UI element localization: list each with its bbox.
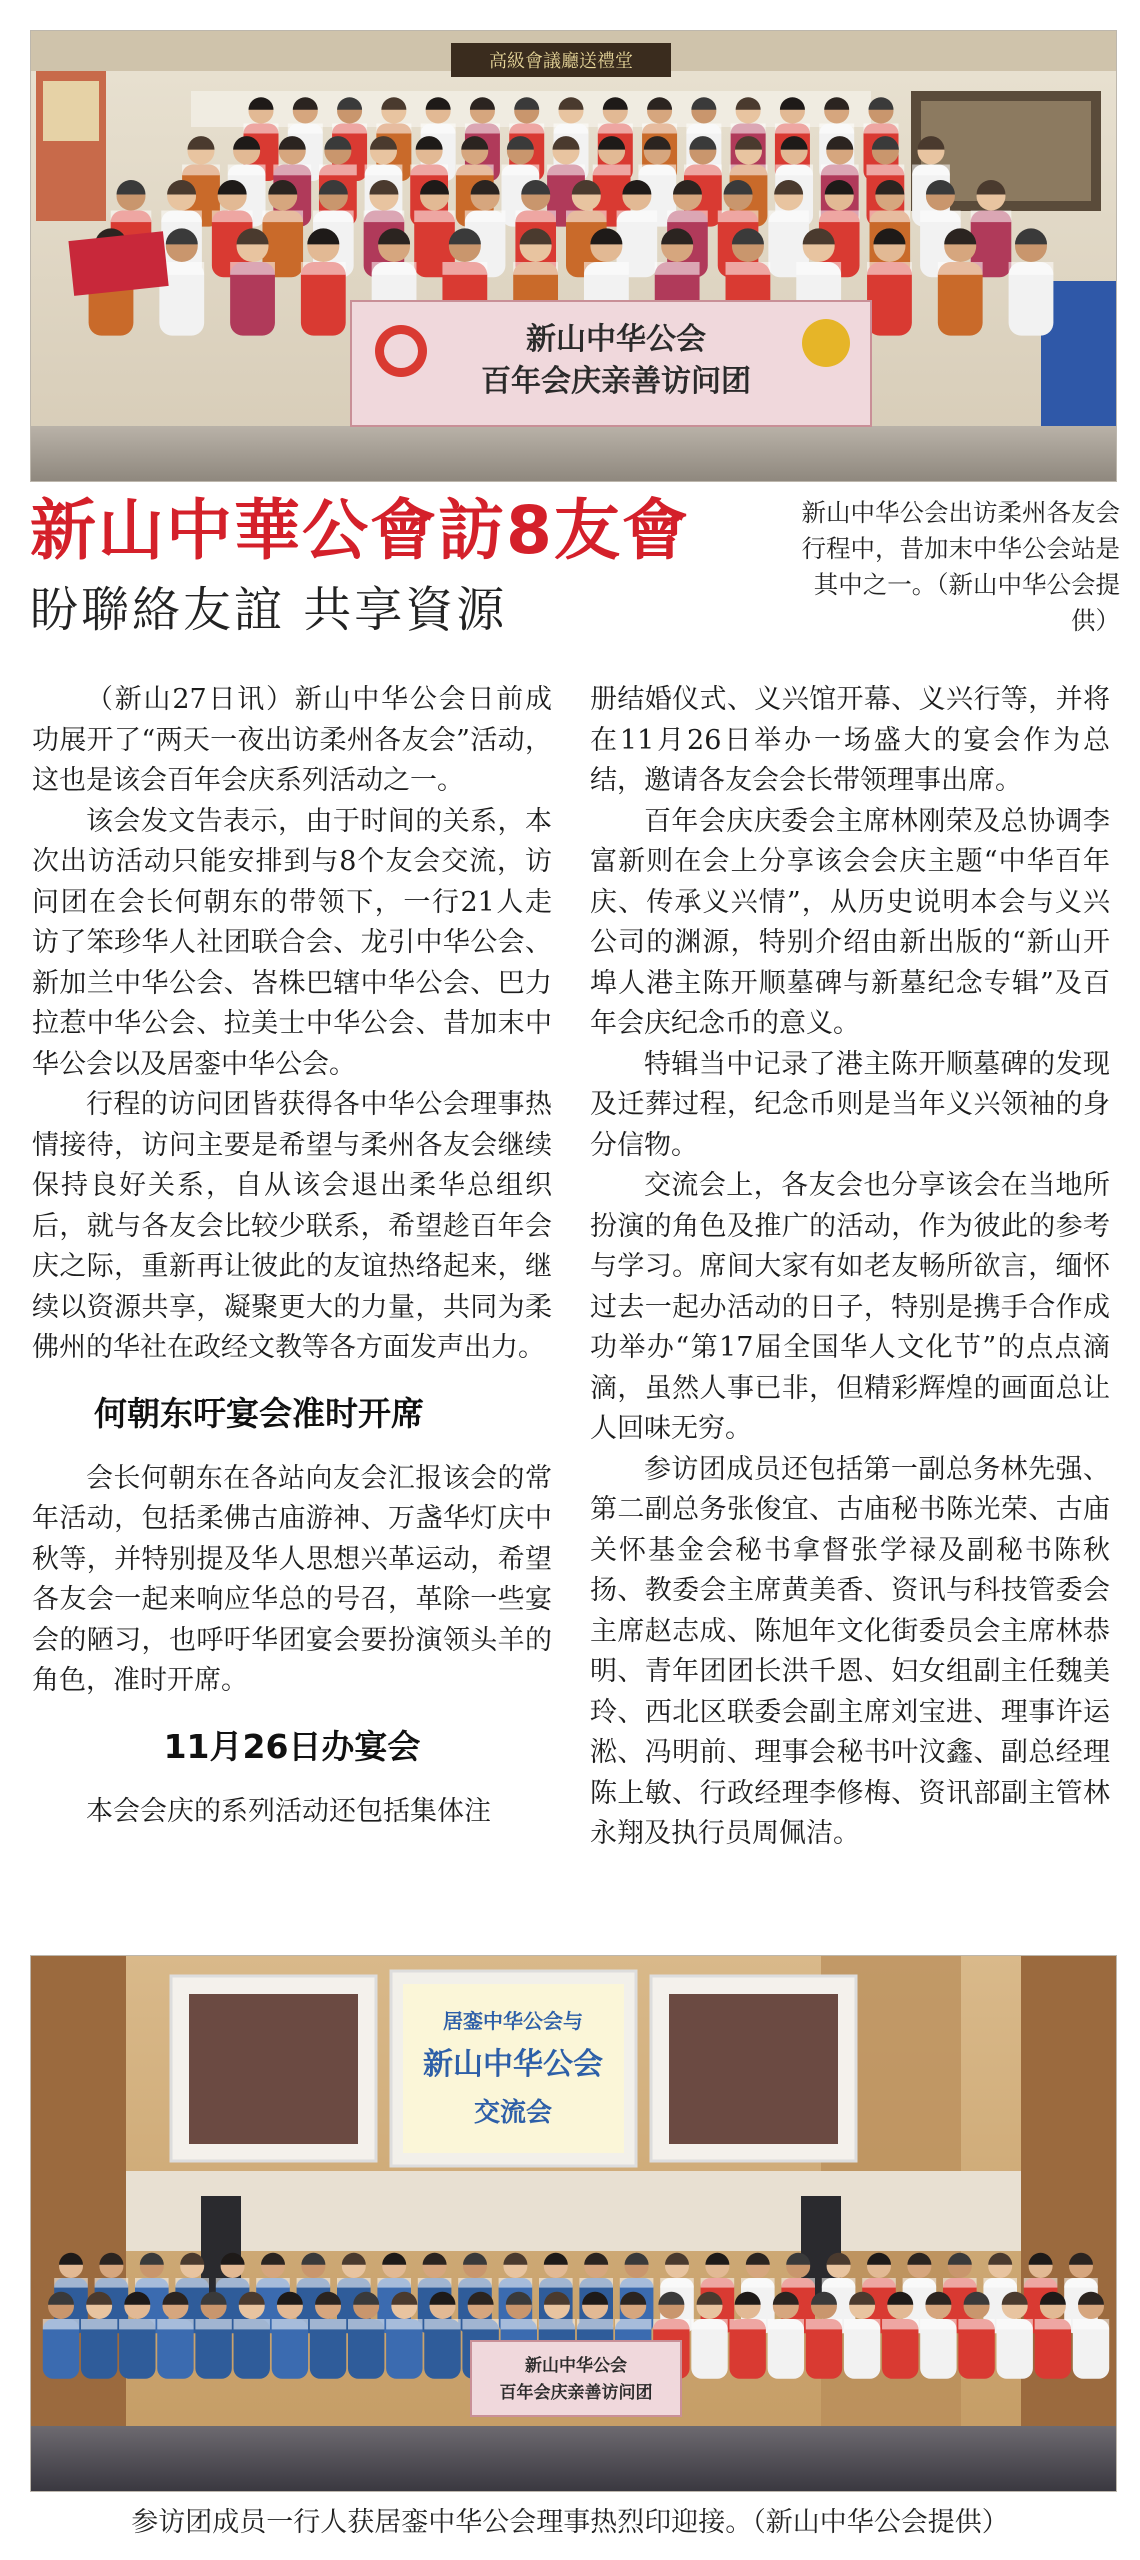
article-paragraph: 本会会庆的系列活动还包括集体注	[86, 1795, 491, 1827]
article-paragraph: 册结婚仪式、义兴馆开幕、义兴行等，并将在11月26日举办一场盛大的宴会作为总结，邀请各友会会长带领理事出席。	[590, 684, 1110, 796]
visit-banner	[351, 301, 871, 426]
article-column-right	[590, 680, 1110, 1855]
section-heading: 11月26日办宴会	[163, 1726, 421, 1766]
bottom-photo-caption: 参访团成员一行人获居銮中华公会理事热烈印迎接。（新山中华公会提供）	[131, 2507, 1009, 2538]
subheadline: 盼聯絡友誼 共享資源	[30, 582, 508, 638]
svg-text:新山中华公会: 新山中华公会	[525, 2356, 627, 2376]
svg-text:百年会庆亲善访问团: 百年会庆亲善访问团	[499, 2383, 653, 2403]
top-photo-caption: 新山中华公会出访柔州各友会行程中，昔加末中华公会站是其中之一。（新山中华公会提供）	[801, 498, 1120, 635]
svg-text:新山中华公会: 新山中华公会	[526, 322, 706, 357]
wall-plaque	[451, 43, 671, 77]
svg-text:交流会: 交流会	[473, 2098, 553, 2128]
svg-text:高級會議廳送禮堂: 高級會議廳送禮堂	[489, 51, 633, 72]
svg-text:百年会庆亲善访问团: 百年会庆亲善访问团	[481, 364, 751, 399]
article-paragraph: 会长何朝东在各站向友会汇报该会的常年活动，包括柔佛古庙游神、万盏华灯庆中秋等，并特别提及华人思想兴革运动，希望各友会一起来响应华总的号召，革除一些宴会的陋习，也呼吁华团宴会要扮演领头羊的角色，准时开席。	[32, 1462, 552, 1696]
svg-text:居銮中华公会与: 居銮中华公会与	[443, 2009, 583, 2033]
headline: 新山中華公會訪8友會	[30, 492, 690, 569]
article-column-left	[32, 680, 552, 1832]
top-photo-graphic	[31, 31, 1116, 481]
article-paragraph: 特辑当中记录了港主陈开顺墓碑的发现及迁葬过程，纪念币则是当年义兴领袖的身分信物。	[590, 1048, 1110, 1161]
bottom-photo-graphic	[31, 1956, 1116, 2491]
svg-text:新山中华公会: 新山中华公会	[423, 2047, 603, 2082]
event-screen	[391, 1971, 636, 2166]
article-paragraph: 行程的访问团皆获得各中华公会理事热情接待，访问主要是希望与柔州各友会继续保持良好关系，自从该会退出柔华总组织后，就与各友会比较少联系，希望趁百年会庆之际，重新再让彼此的友谊热络起来，继续以资源共享，凝聚更大的力量，共同为柔佛州的华社在政经文教等各方面发声出力。	[32, 1089, 552, 1363]
bottom-photo	[30, 1955, 1117, 2492]
article-paragraph: 该会发文告表示，由于时间的关系，本次出访活动只能安排到与8个友会交流，访问团在会长何朝东的带领下，一行21人走访了笨珍华人社团联合会、龙引中华公会、新加兰中华公会、峇株巴辖中华公会、巴力拉惹中华公会、拉美士中华公会、昔加末中华公会以及居銮中华公会。	[32, 805, 552, 1080]
top-photo	[30, 30, 1117, 482]
article-paragraph: 参访团成员还包括第一副总务林先强、第二副总务张俊宜、古庙秘书陈光荣、古庙关怀基金会秘书拿督张学禄及副秘书陈秋扬、教委会主席黄美香、资讯与科技管委会主席赵志成、陈旭年文化街委员会主席林恭明、青年团团长洪千恩、妇女组副主任魏美玲、西北区联委会副主席刘宝进、理事许运淞、冯明前、理事会秘书叶汶鑫、副总经理陈上敏、行政经理李修梅、资讯部副主管林永翔及执行员周佩洁。	[590, 1453, 1110, 1849]
article-paragraph: 百年会庆庆委会主席林刚荣及总协调李富新则在会上分享该会会庆主题“中华百年庆、传承义兴情”，从历史说明本会与义兴公司的渊源，特别介绍由新出版的“新山开埠人港主陈开顺墓碑与新墓纪念专辑”及百年会庆纪念币的意义。	[590, 805, 1110, 1039]
visit-banner	[471, 2341, 681, 2416]
section-heading: 何朝东吁宴会准时开席	[94, 1393, 424, 1433]
article-paragraph: 交流会上，各友会也分享该会在当地所扮演的角色及推广的活动，作为彼此的参考与学习。席间大家有如老友畅所欲言，缅怀过去一起办活动的日子，特别是携手合作成功举办“第17届全国华人文化节”的点点滴滴，虽然人事已非，但精彩辉煌的画面总让人回味无穷。	[590, 1170, 1110, 1444]
article-paragraph: （新山27日讯）新山中华公会日前成功展开了“两天一夜出访柔州各友会”活动，这也是该会百年会庆系列活动之一。	[32, 684, 552, 796]
